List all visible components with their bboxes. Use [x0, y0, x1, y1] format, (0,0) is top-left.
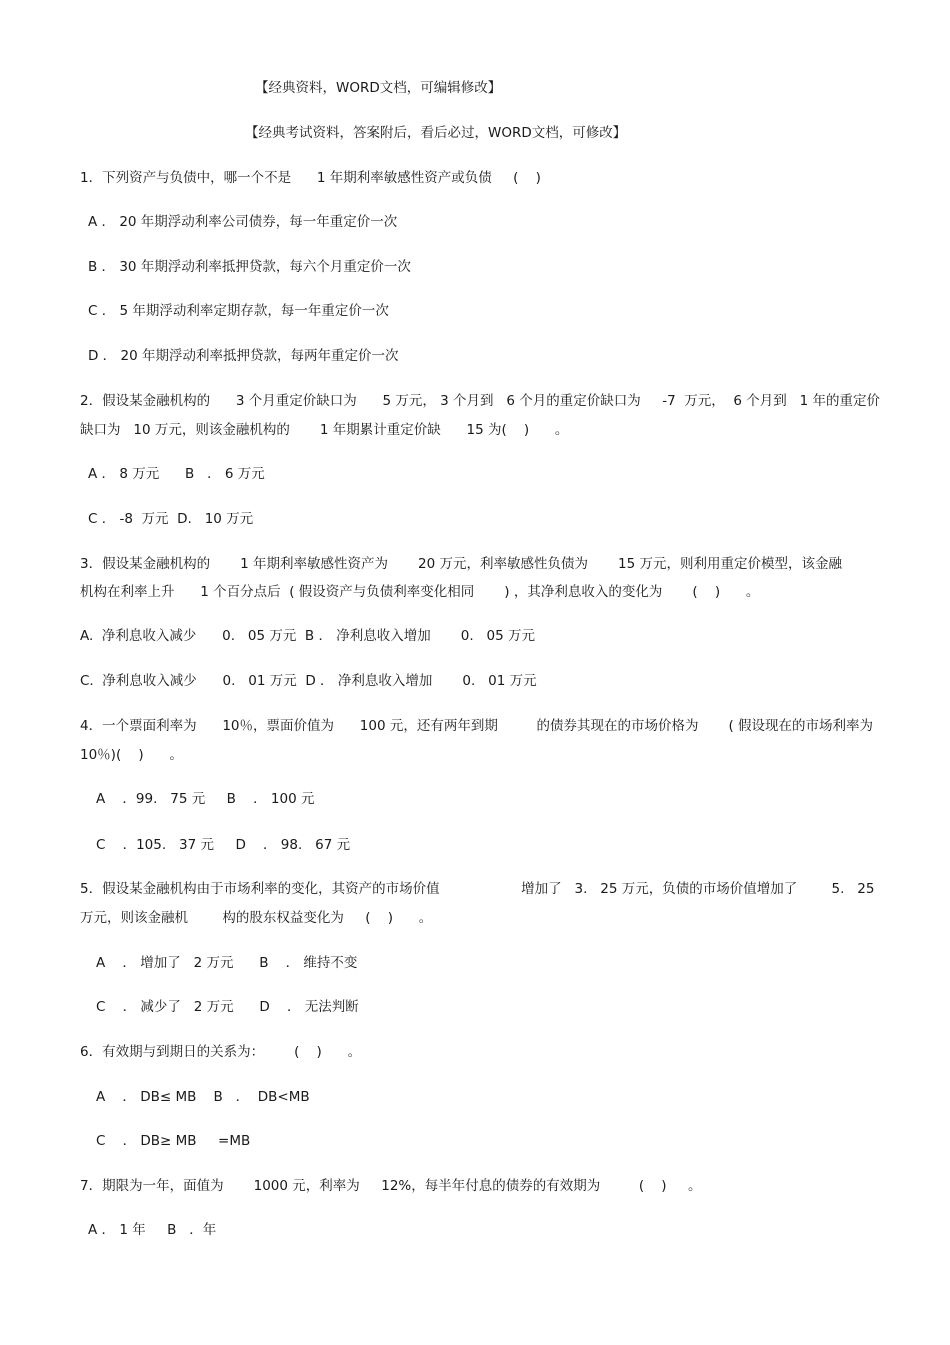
question-1-option-d: D ． 20 年期浮动利率抵押贷款，每两年重定价一次 — [88, 348, 399, 364]
question-4-stem-line-1: 4．一个票面利率为 10％，票面价值为 100 元，还有两年到期 的债券其现在的市场价格为 ( 假设现在的市场利率为 — [80, 718, 874, 734]
question-3-stem-line-2: 机构在利率上升 1 个百分点后 ( 假设资产与负债利率变化相同 ) ，其净利息收入的变化为 ( ) 。 — [80, 584, 760, 600]
question-2-stem-line-1: 2．假设某金融机构的 3 个月重定价缺口为 5 万元， 3 个月到 6 个月的重定价缺口为 -7 万元， 6 个月到 1 年的重定价 — [80, 393, 880, 409]
question-3-stem-line-1: 3．假设某金融机构的 1 年期利率敏感性资产为 20 万元，利率敏感性负债为 15 万元，则利用重定价模型，该金融 — [80, 556, 843, 572]
question-1-option-c: C ． 5 年期浮动利率定期存款，每一年重定价一次 — [88, 303, 389, 319]
question-3-options-ab: A. 净利息收入减少 0. 05 万元 B ． 净利息收入增加 0. 05 万元 — [80, 628, 536, 644]
doc-header-line-2: 【经典考试资料，答案附后，看后必过，WORD文档，可修改】 — [245, 125, 627, 141]
question-4-options-cd: C ．105. 37 元 D ． 98. 67 元 — [96, 837, 351, 853]
doc-header-line-1: 【经典资料，WORD文档，可编辑修改】 — [255, 80, 502, 96]
question-5-stem-line-1: 5．假设某金融机构由于市场利率的变化，其资产的市场价值 增加了 3. 25 万元，负债的市场价值增加了 5. 25 — [80, 881, 875, 897]
question-5-options-cd: C ． 减少了 2 万元 D ． 无法判断 — [96, 999, 359, 1015]
question-1-stem: 1．下列资产与负债中，哪一个不是 1 年期利率敏感性资产或负债 ( ) — [80, 170, 541, 186]
question-2-options-cd: C ． -8 万元 D. 10 万元 — [88, 511, 254, 527]
question-6-stem: 6．有效期与到期日的关系为： ( ) 。 — [80, 1044, 362, 1060]
question-2-stem-line-2: 缺口为 10 万元，则该金融机构的 1 年期累计重定价缺 15 为( ) 。 — [80, 422, 569, 438]
question-2-options-ab: A ． 8 万元 B ． 6 万元 — [88, 466, 265, 482]
question-1-option-b: B ． 30 年期浮动利率抵押贷款，每六个月重定价一次 — [88, 259, 411, 275]
question-3-options-cd: C. 净利息收入减少 0. 01 万元 D ． 净利息收入增加 0. 01 万元 — [80, 673, 537, 689]
question-7-stem: 7．期限为一年，面值为 1000 元，利率为 12%，每半年付息的债券的有效期为 ( ) 。 — [80, 1178, 702, 1194]
question-1-option-a: A ． 20 年期浮动利率公司债券，每一年重定价一次 — [88, 214, 398, 230]
question-7-options-ab: A ． 1 年 B ．年 — [88, 1222, 217, 1238]
question-6-options-ab: A ． DB≤ MB B ． DB<MB — [96, 1089, 310, 1105]
question-4-stem-line-2: 10％)( ) 。 — [80, 747, 183, 763]
question-5-stem-line-2: 万元，则该金融机 构的股东权益变化为 ( ) 。 — [80, 910, 433, 926]
question-4-options-ab: A ．99. 75 元 B ． 100 元 — [96, 791, 315, 807]
question-6-options-cd: C ． DB≥ MB =MB — [96, 1133, 251, 1149]
question-5-options-ab: A ． 增加了 2 万元 B ． 维持不变 — [96, 955, 358, 971]
